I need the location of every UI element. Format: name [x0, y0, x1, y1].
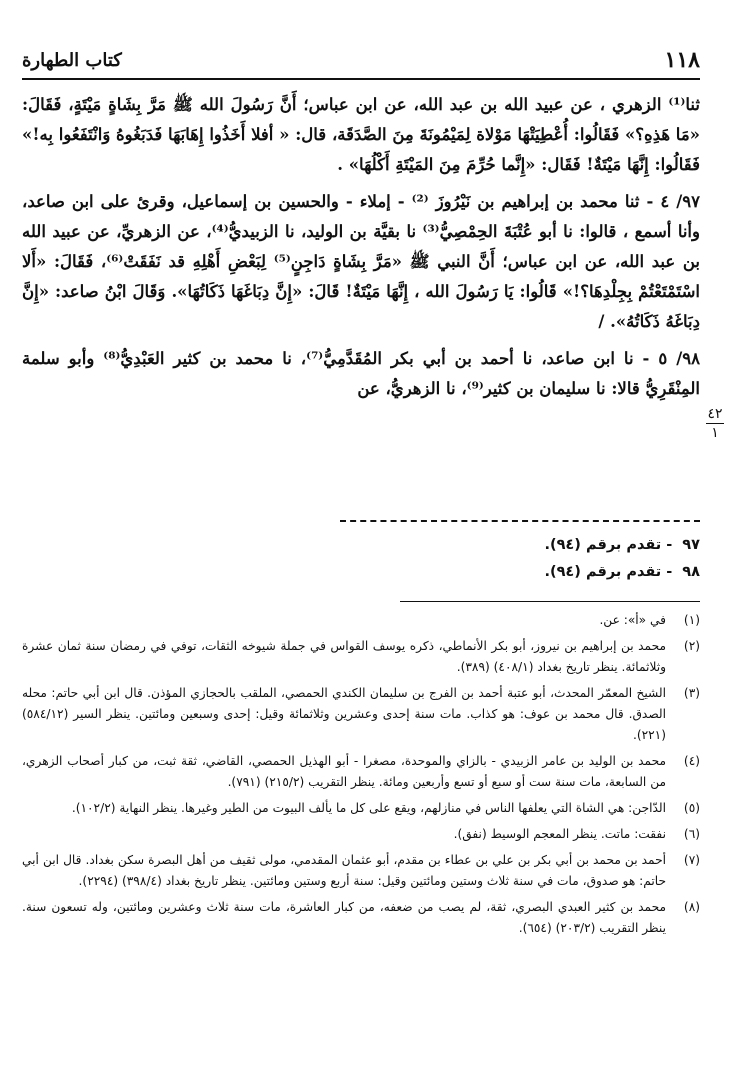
dashed-separator	[340, 520, 700, 522]
footnote-number: (٢)	[683, 639, 700, 653]
footnote-text: محمد بن الوليد بن عامر الزبيدي - بالزاي والموحدة، مصغرا - أبو الهذيل الحمصي، القاضي، ثقة ثبت، من كبار أصحاب الزهري، من السابعة، مات سنة ست أو سبع أو تسع وأربعين ومائة. ينظر التقريب (٢١٥/٢) (٧٩١).	[22, 754, 666, 789]
footnote-text: أحمد بن محمد بن أبي بكر بن علي بن عطاء بن مقدم، أبو عثمان المقدمي، مولى ثقيف من أهل البصرة سكن بغداد. قال ابن أبي حاتم: هو صدوق، مات في سنة ثلاث وستين ومائتين وقيل: سنة أربع وستين ومائتين. ينظر تاريخ بغداد (٣٩٨/٤) (٢٢٩٤).	[22, 853, 666, 888]
cross-references	[300, 532, 700, 586]
page-number: ١١٨	[664, 47, 700, 73]
footnote-number: (٦)	[683, 827, 700, 841]
main-text	[22, 90, 700, 411]
xref-item	[300, 559, 700, 586]
footnote-rule	[400, 601, 700, 602]
paragraph-hadith-97: ٩٧/ ٤ - ثنا محمد بن إبراهيم بن نَيْرُوزَ ⁽²⁾ - إملاء - والحسين بن إسماعيل، وقرئ على ابن صاعد، وأنا أسمع ، قالوا: نا أبو عُتْبَةَ الحِمْصِيُّ⁽³⁾ نا بقيَّة بن الوليد، نا الزبيديُّ⁽⁴⁾، عن الزهريِّ، عن عبيد الله بن عبد الله، عن ابن عباس؛ أَنَّ النبي ﷺ «مَرَّ بِشَاةٍ دَاجِنٍ⁽⁵⁾ لِبَعْضِ أَهْلِهِ قد نَفَقَتْ⁽⁶⁾، فَقَالَ: «أَلا اسْتَمْتَعْتُمْ بِجِلْدِهَا؟!» قَالُوا: يَا رَسُولَ الله ، إِنَّهَا مَيْتَةٌ! قَالَ: «إِنَّ دِبَاغَهَا ذَكَاتُهَا». وَقَالَ ابْنُ صاعد: «إِنَّ دِبَاغَهُ ذَكَاتُهُ». /	[22, 192, 701, 331]
manuscript-folio-marker	[702, 406, 728, 441]
footnote-text: الشيخ المعمّر المحدث، أبو عتبة أحمد بن الفرج بن سليمان الكندي الحمصي، الملقب بالحجازي المؤذن. قال ابن أبي حاتم: محله الصدق. قال محمد بن عوف: هو كذاب. مات سنة إحدى وعشرين وثلاثمائة وقيل: إحدى وسبعين ومائتين. ينظر السير (٥٨٤/١٢) (٢٢١).	[22, 686, 666, 742]
xref-text: - تقدم برقم (٩٤).	[544, 564, 673, 580]
footnote-number: (٥)	[683, 801, 700, 815]
folio-side: ١	[711, 425, 719, 441]
xref-number: ٩٧	[682, 537, 700, 553]
xref-number: ٩٨	[682, 564, 700, 580]
folio-divider	[706, 423, 724, 424]
xref-item	[300, 532, 700, 559]
folio-number: ٤٢	[707, 406, 723, 422]
header-rule	[22, 78, 700, 80]
footnote-text: الدّاجن: هي الشاة التي يعلفها الناس في منازلهم، ويقع على كل ما يألف البيوت من الطير وغيرها. ينظر النهاية (١٠٢/٢).	[71, 801, 666, 815]
book-title: كتاب الطهارة	[22, 49, 122, 71]
footnote	[22, 798, 700, 819]
footnote-number: (٧)	[683, 853, 700, 867]
footnote-text: محمد بن كثير العبدي البصري، ثقة، لم يصب من ضعفه، من كبار العاشرة، مات سنة ثلاث وعشرين ومائتين، وله تسعون سنة. ينظر التقريب (٢٠٣/٢) (٦٥٤).	[22, 900, 666, 935]
page-header	[22, 44, 700, 76]
footnote	[22, 824, 700, 845]
footnote-number: (٨)	[683, 900, 700, 914]
footnote-number: (٤)	[683, 754, 700, 768]
xref-text: - تقدم برقم (٩٤).	[544, 537, 673, 553]
footnote-text: نفقت: ماتت. ينظر المعجم الوسيط (نفق).	[453, 827, 666, 841]
footnote	[22, 683, 700, 746]
footnote	[22, 751, 700, 793]
footnote-number: (٣)	[683, 686, 700, 700]
footnotes	[22, 610, 700, 944]
footnote	[22, 850, 700, 892]
footnote-number: (١)	[683, 613, 700, 627]
paragraph-hadith-98: ٩٨/ ٥ - نا ابن صاعد، نا أحمد بن أبي بكر المُقَدَّمِيُّ⁽⁷⁾، نا محمد بن كثير العَبْدِيُّ⁽⁸⁾ وأبو سلمة المِنْقَرِيُّ قالا: نا سليمان بن كثير⁽⁹⁾، نا الزهريُّ، عن	[22, 349, 700, 398]
paragraph-continuation: ثنا⁽¹⁾ الزهري ، عن عبيد الله بن عبد الله، عن ابن عباس؛ أَنَّ رَسُولَ الله ﷺ مَرَّ بِشَاةٍ مَيْتَةٍ، فَقَالَ: «مَا هَذِهِ؟» فَقَالُوا: أُعْطِيَتْهَا مَوْلاة لِمَيْمُونَةَ مِنَ الصَّدَقَة، قال: « أفلا أَخَذُوا إِهَابَهَا فَدَبَغُوهُ وَانْتَفَعُوا بِه!» فَقَالُوا: إِنَّهَا مَيْتَةٌ! فَقَال: «إِنَّما حُرِّمَ مِنَ المَيْتَةِ أَكْلُهَا» .	[22, 95, 700, 174]
footnote-text: محمد بن إبراهيم بن نيروز، أبو بكر الأنماطي، ذكره يوسف القواس في جملة شيوخه الثقات، توفي في رمضان سنة ثمان عشرة وثلاثمائة. ينظر تاريخ بغداد (٤٠٨/١) (٣٨٩).	[22, 639, 666, 674]
footnote-text: في «أ»: عن.	[599, 613, 666, 627]
footnote	[22, 897, 700, 939]
footnote	[22, 610, 700, 631]
footnote	[22, 636, 700, 678]
